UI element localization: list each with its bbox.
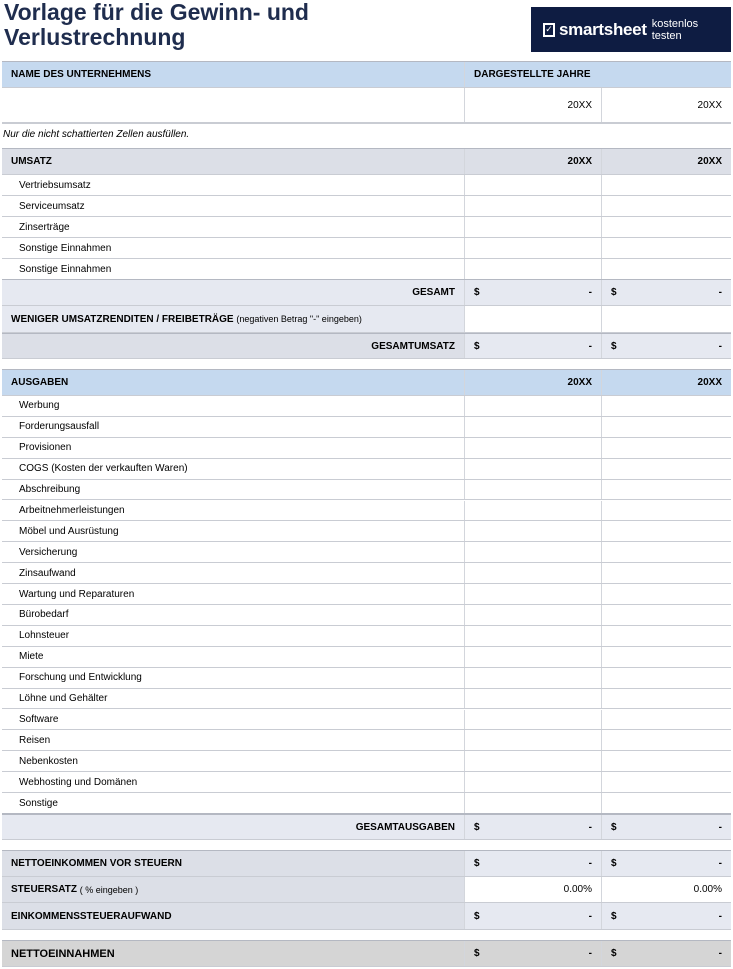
expense-line-row [2, 710, 731, 731]
value-dash: - [588, 340, 592, 352]
value-dash: - [588, 287, 592, 298]
expense-line-row [2, 772, 731, 793]
expense-line-row [2, 396, 731, 417]
line-item-y1-input[interactable] [465, 751, 602, 771]
line-item-label: Lohnsteuer [2, 626, 465, 646]
line-item-y2-input[interactable] [602, 668, 731, 688]
expense-line-row [2, 438, 731, 459]
line-item-label: Bürobedarf [2, 605, 465, 625]
value-dash: - [588, 910, 592, 922]
line-item-label: Reisen [2, 730, 465, 750]
pretax-row [2, 850, 731, 877]
line-item-y1-input[interactable] [465, 521, 602, 541]
line-item-y1-input[interactable] [465, 772, 602, 792]
expenses-total-label: GESAMTAUSGABEN [2, 815, 465, 839]
line-item-label: Forschung und Entwicklung [2, 668, 465, 688]
smartsheet-trial-banner[interactable] [531, 7, 731, 52]
returns-y2-input[interactable] [602, 306, 731, 332]
line-item-y1-input[interactable] [465, 793, 602, 813]
line-item-label: Wartung und Reparaturen [2, 584, 465, 604]
line-item-y1-input[interactable] [465, 542, 602, 562]
expense-line-row [2, 417, 731, 438]
revenue-grand-total-row [2, 333, 731, 359]
page-title-line2: Verlustrechnung [4, 24, 186, 50]
fill-instruction: Nur die nicht schattierten Zellen ausfüllen. [3, 129, 190, 140]
page-title-line1: Vorlage für die Gewinn- und [4, 0, 309, 25]
value-dash: - [588, 821, 592, 833]
year1-input[interactable]: 20XX [465, 88, 602, 122]
pretax-y2 [602, 851, 731, 876]
returns-row [2, 306, 731, 333]
brand-name: smartsheet [558, 19, 647, 39]
line-item-label: Zinsaufwand [2, 563, 465, 583]
currency-symbol: $ [474, 948, 480, 959]
line-item-y2-input[interactable] [602, 710, 731, 730]
expenses-header-row [2, 369, 731, 396]
checkmark-logo-icon: ✓ [543, 23, 555, 37]
currency-symbol: $ [474, 858, 480, 869]
line-item-y2-input[interactable] [602, 730, 731, 750]
currency-symbol: $ [474, 910, 480, 922]
line-item-label: Forderungsausfall [2, 417, 465, 437]
line-item-y1-input[interactable] [465, 668, 602, 688]
value-dash: - [718, 858, 722, 869]
line-item-y1-input[interactable] [465, 730, 602, 750]
line-item-y2-input[interactable] [602, 793, 731, 813]
line-item-label: Miete [2, 647, 465, 667]
revenue-year2: 20XX [697, 156, 722, 167]
revenue-line-row [2, 196, 731, 217]
value-dash: - [718, 910, 722, 922]
line-item-label: Versicherung [2, 542, 465, 562]
returns-label-cell [2, 306, 465, 332]
expenses-total-y1 [465, 815, 602, 839]
expense-line-row [2, 563, 731, 584]
line-item-y1-input[interactable] [465, 584, 602, 604]
expenses-total-y2 [602, 815, 731, 839]
returns-y1-input[interactable] [465, 306, 602, 332]
expense-line-row [2, 647, 731, 668]
revenue-total-row [2, 279, 731, 306]
revenue-grand-total-label: GESAMTUMSATZ [2, 334, 465, 358]
expense-line-row [2, 793, 731, 814]
line-item-y2-input[interactable] [602, 521, 731, 541]
line-item-y1-input[interactable] [465, 605, 602, 625]
pretax-label: NETTOEINKOMMEN VOR STEUERN [2, 851, 465, 876]
line-item-y2-input[interactable] [602, 647, 731, 667]
line-item-y2-input[interactable] [602, 542, 731, 562]
line-item-y1-input[interactable] [465, 647, 602, 667]
line-item-y1-input[interactable] [465, 480, 602, 500]
value-dash: - [718, 948, 722, 959]
value-dash: - [718, 287, 722, 298]
expense-line-row [2, 501, 731, 522]
revenue-grand-total-y1 [465, 334, 602, 358]
line-item-y2-input[interactable] [602, 459, 731, 479]
expense-line-row [2, 542, 731, 563]
revenue-line-row [2, 259, 731, 280]
expenses-year1: 20XX [465, 370, 602, 395]
currency-symbol: $ [611, 340, 617, 352]
expense-line-row [2, 459, 731, 480]
revenue-line-row [2, 217, 731, 238]
line-item-y1-input[interactable] [465, 396, 602, 416]
expense-line-row [2, 730, 731, 751]
net-income-label: NETTOEINNAHMEN [2, 941, 465, 966]
line-item-y2-input[interactable] [602, 772, 731, 792]
currency-symbol: $ [611, 287, 617, 298]
line-item-y2-input[interactable] [602, 480, 731, 500]
line-item-y2-input[interactable] [602, 584, 731, 604]
currency-symbol: $ [474, 340, 480, 352]
taxexp-y1 [465, 903, 602, 929]
net-income-y2 [602, 941, 731, 966]
revenue-total-label: GESAMT [2, 280, 465, 305]
revenue-year1: 20XX [465, 149, 602, 174]
line-item-label: Vertriebsumsatz [2, 175, 465, 195]
line-item-label: Abschreibung [2, 480, 465, 500]
company-name-input[interactable] [2, 88, 465, 122]
line-item-y2-input[interactable] [602, 605, 731, 625]
years-label: DARGESTELLTE JAHRE [474, 69, 591, 80]
line-item-label: Zinserträge [2, 217, 465, 237]
line-item-y2-input[interactable] [602, 438, 731, 458]
taxexp-y2 [602, 903, 731, 929]
taxrate-row [2, 877, 731, 903]
pretax-y1 [465, 851, 602, 876]
revenue-line-row [2, 175, 731, 196]
line-item-y2-input[interactable] [602, 217, 731, 237]
line-item-y2-input[interactable] [602, 175, 731, 195]
line-item-y2-input[interactable] [602, 751, 731, 771]
value-dash: - [718, 821, 722, 833]
currency-symbol: $ [611, 948, 617, 959]
taxexp-row [2, 903, 731, 930]
line-item-y1-input[interactable] [465, 710, 602, 730]
value-dash: - [588, 858, 592, 869]
line-item-y1-input[interactable] [465, 626, 602, 646]
currency-symbol: $ [474, 287, 480, 298]
currency-symbol: $ [611, 910, 617, 922]
line-item-y2-input[interactable] [602, 238, 731, 258]
expense-line-row [2, 480, 731, 501]
line-item-y1-input[interactable] [465, 459, 602, 479]
taxrate-label-cell [2, 877, 465, 902]
currency-symbol: $ [611, 858, 617, 869]
line-item-y1-input[interactable] [465, 238, 602, 258]
line-item-y1-input[interactable] [465, 217, 602, 237]
line-item-label: Möbel und Ausrüstung [2, 521, 465, 541]
net-income-y1 [465, 941, 602, 966]
line-item-y1-input[interactable] [465, 438, 602, 458]
expense-line-row [2, 521, 731, 542]
line-item-label: Sonstige Einnahmen [2, 238, 465, 258]
company-header-row [2, 61, 731, 88]
taxrate-y1-input[interactable]: 0.00% [465, 877, 602, 902]
line-item-label: Sonstige [2, 793, 465, 813]
expense-line-row [2, 605, 731, 626]
expense-line-row [2, 689, 731, 710]
line-item-y1-input[interactable] [465, 196, 602, 216]
line-item-label: Werbung [2, 396, 465, 416]
currency-symbol: $ [474, 821, 480, 833]
line-item-y1-input[interactable] [465, 259, 602, 279]
currency-symbol: $ [611, 821, 617, 833]
line-item-label: Software [2, 710, 465, 730]
value-dash: - [588, 948, 592, 959]
revenue-header-row [2, 148, 731, 175]
line-item-label: Arbeitnehmerleistungen [2, 501, 465, 521]
line-item-y2-input[interactable] [602, 626, 731, 646]
line-item-label: Sonstige Einnahmen [2, 259, 465, 279]
company-label: NAME DES UNTERNEHMENS [2, 62, 465, 87]
expenses-year2: 20XX [697, 377, 722, 388]
revenue-total-y2 [602, 280, 731, 305]
line-item-y1-input[interactable] [465, 417, 602, 437]
revenue-total-y1 [465, 280, 602, 305]
line-item-y2-input[interactable] [602, 501, 731, 521]
trial-link[interactable]: kostenlos testen [651, 17, 699, 42]
line-item-y2-input[interactable] [602, 689, 731, 709]
net-income-row [2, 940, 731, 967]
line-item-y2-input[interactable] [602, 196, 731, 216]
line-item-y2-input[interactable] [602, 259, 731, 279]
taxexp-label: EINKOMMENSSTEUERAUFWAND [2, 903, 465, 929]
line-item-y1-input[interactable] [465, 175, 602, 195]
taxrate-note: ( % eingeben ) [79, 884, 139, 895]
line-item-y1-input[interactable] [465, 563, 602, 583]
line-item-label: Löhne und Gehälter [2, 689, 465, 709]
expense-line-row [2, 626, 731, 647]
company-input-row [2, 88, 731, 124]
revenue-heading: UMSATZ [2, 149, 465, 174]
value-dash: - [718, 340, 722, 352]
returns-label: WENIGER UMSATZRENDITEN / FREIBETRÄGE [11, 313, 234, 325]
line-item-label: Provisionen [2, 438, 465, 458]
line-item-y1-input[interactable] [465, 689, 602, 709]
expenses-total-row [2, 813, 731, 840]
revenue-grand-total-y2 [602, 334, 731, 358]
expenses-heading: AUSGABEN [2, 370, 465, 395]
year2-input[interactable]: 20XX [697, 99, 722, 111]
revenue-line-row [2, 238, 731, 259]
expense-line-row [2, 668, 731, 689]
taxrate-y2-input[interactable]: 0.00% [602, 877, 731, 902]
line-item-y2-input[interactable] [602, 563, 731, 583]
taxrate-label: STEUERSATZ [11, 884, 77, 895]
returns-note: (negativen Betrag "-" eingeben) [236, 314, 362, 324]
line-item-y2-input[interactable] [602, 396, 731, 416]
line-item-label: Serviceumsatz [2, 196, 465, 216]
line-item-label: Nebenkosten [2, 751, 465, 771]
line-item-y2-input[interactable] [602, 417, 731, 437]
line-item-label: COGS (Kosten der verkauften Waren) [2, 459, 465, 479]
expense-line-row [2, 751, 731, 772]
line-item-y1-input[interactable] [465, 501, 602, 521]
line-item-label: Webhosting und Domänen [2, 772, 465, 792]
page-title [4, 0, 504, 50]
expense-line-row [2, 584, 731, 605]
